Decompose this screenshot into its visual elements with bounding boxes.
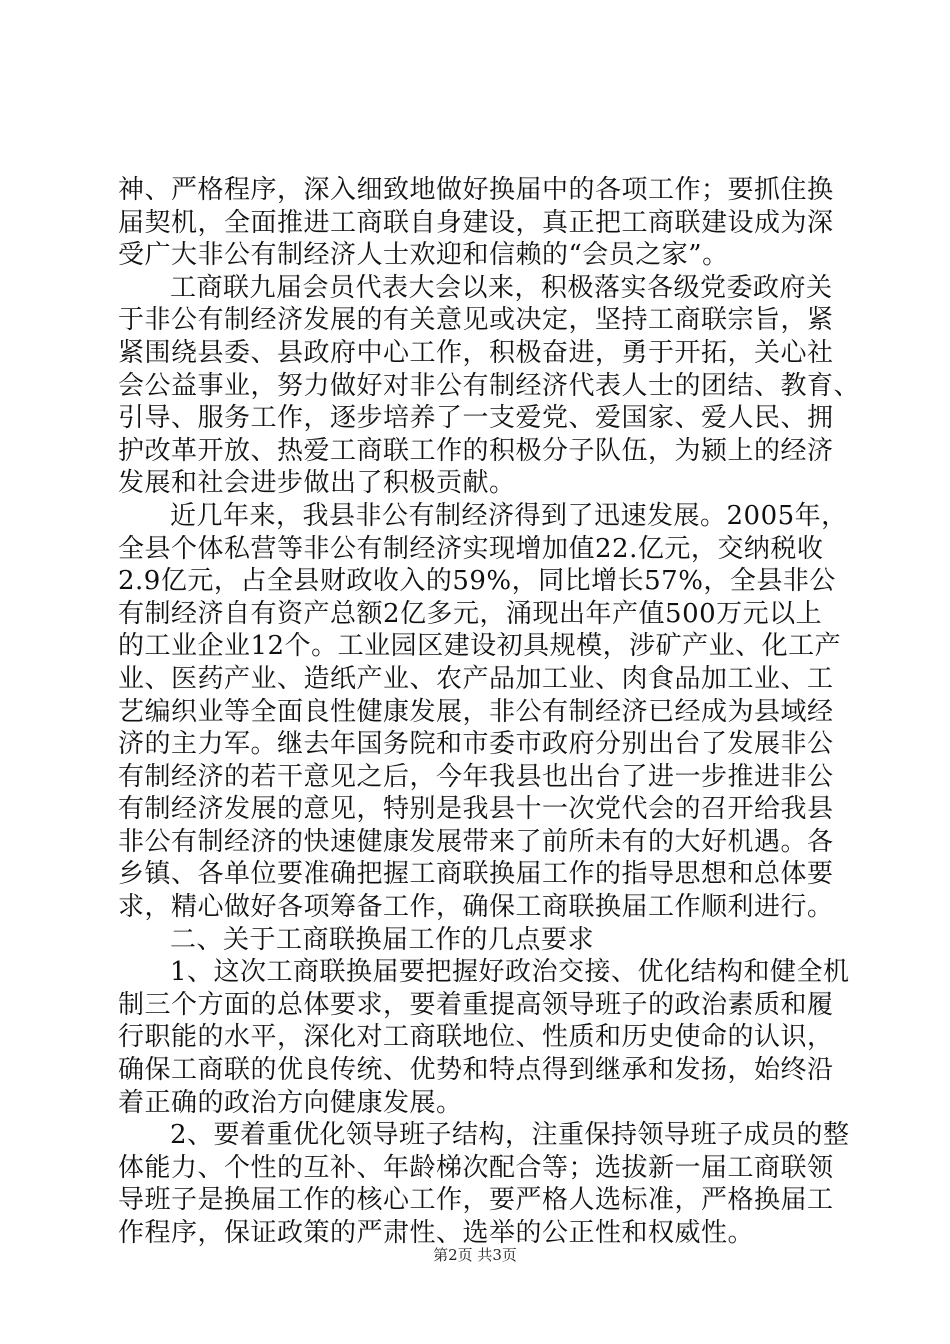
text-line: 艺编织业等全面良性健康发展，非公有制经济已经成为县域经: [118, 696, 834, 727]
text-line: 着正确的政治方向健康发展。: [118, 1087, 463, 1118]
text-line: 体能力、个性的互补、年龄梯次配合等；选拔新一届工商联领: [118, 1152, 834, 1183]
text-line: 的工业企业12个。工业园区建设初具规模，涉矿产业、化工产: [118, 631, 842, 662]
text-line: 有制经济的若干意见之后，今年我县也出台了进一步推进非公: [118, 761, 834, 792]
page-number: 第2页 共3页: [433, 1246, 517, 1264]
text-line: 引导、服务工作，逐步培养了一支爱党、爱国家、爱人民、拥: [118, 403, 834, 434]
text-line: 求，精心做好各项筹备工作，确保工商联换届工作顺利进行。: [118, 892, 834, 923]
text-line: 届契机，全面推进工商联自身建设，真正把工商联建设成为深: [118, 207, 834, 238]
text-line: 有制经济自有资产总额2亿多元，涌现出年产值500万元以上: [118, 598, 823, 629]
text-line: 二、关于工商联换届工作的几点要求: [170, 924, 595, 955]
text-line: 2、要着重优化领导班子结构，注重保持领导班子成员的整: [170, 1120, 850, 1151]
text-line: 乡镇、各单位要准确把握工商联换届工作的指导思想和总体要: [118, 859, 834, 890]
text-line: 济的主力军。继去年国务院和市委市政府分别出台了发展非公: [118, 729, 834, 760]
text-line: 制三个方面的总体要求，要着重提高领导班子的政治素质和履: [118, 989, 834, 1020]
text-line: 非公有制经济的快速健康发展带来了前所未有的大好机遇。各: [118, 826, 834, 857]
text-line: 全县个体私营等非公有制经济实现增加值22.亿元，交纳税收: [118, 533, 824, 564]
document-body: [118, 174, 861, 1250]
text-line: 护改革开放、热爱工商联工作的积极分子队伍，为颍上的经济: [118, 435, 834, 466]
text-line: 行职能的水平，深化对工商联地位、性质和历史使命的认识，: [118, 1022, 834, 1053]
text-line: 有制经济发展的意见，特别是我县十一次党代会的召开给我县: [118, 794, 834, 825]
text-line: 紧围绕县委、县政府中心工作，积极奋进，勇于开拓，关心社: [118, 337, 834, 368]
text-line: 1、这次工商联换届要把握好政治交接、优化结构和健全机: [170, 957, 850, 988]
text-line: 会公益事业，努力做好对非公有制经济代表人士的团结、教育、: [118, 370, 861, 401]
text-line: 2.9亿元，占全县财政收入的59%，同比增长57%，全县非公: [118, 566, 836, 597]
text-line: 近几年来，我县非公有制经济得到了迅速发展。2005年，: [170, 500, 848, 531]
text-line: 受广大非公有制经济人士欢迎和信赖的“会员之家”。: [118, 240, 729, 271]
text-line: 业、医药产业、造纸产业、农产品加工业、肉食品加工业、工: [118, 663, 834, 694]
text-line: 作程序，保证政策的严肃性、选举的公正性和权威性。: [118, 1218, 755, 1248]
text-line: 确保工商联的优良传统、优势和特点得到继承和发扬，始终沿: [118, 1055, 834, 1086]
text-line: 导班子是换届工作的核心工作，要严格人选标准，严格换届工: [118, 1185, 834, 1216]
page-footer: [0, 1244, 950, 1265]
text-line: 神、严格程序，深入细致地做好换届中的各项工作；要抓住换: [118, 175, 834, 205]
text-line: 发展和社会进步做出了积极贡献。: [118, 468, 516, 499]
text-line: 于非公有制经济发展的有关意见或决定，坚持工商联宗旨，紧: [118, 305, 834, 336]
text-line: 工商联九届会员代表大会以来，积极落实各级党委政府关: [170, 272, 833, 303]
